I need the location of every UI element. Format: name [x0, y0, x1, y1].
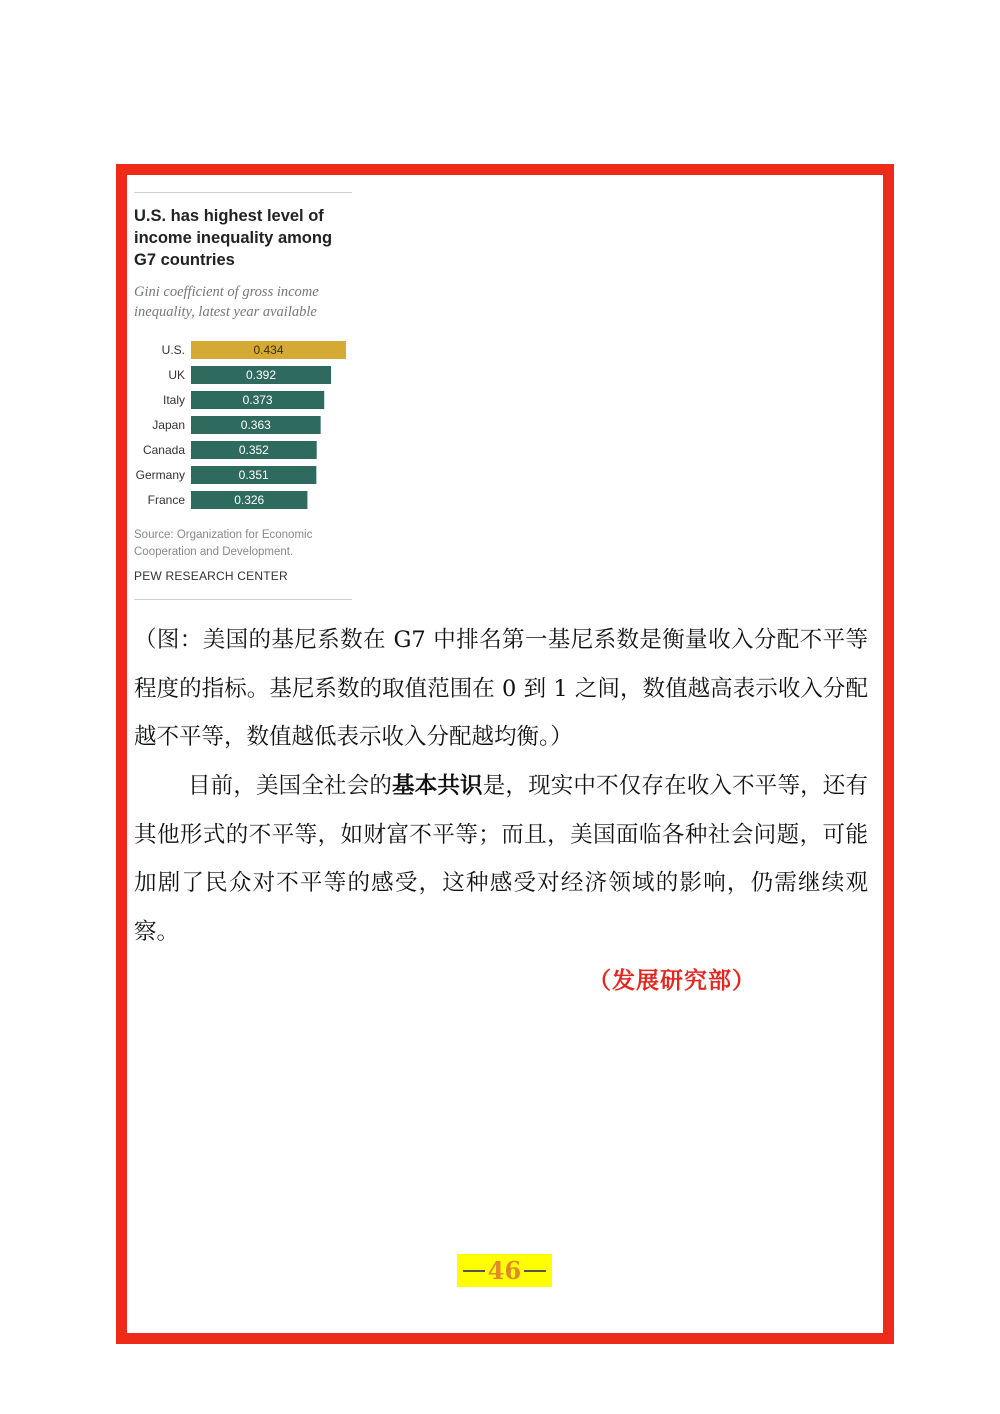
body-text-start: 目前，美国全社会的: [188, 773, 393, 799]
chart-subtitle: Gini coefficient of gross income inequality, latest year available: [134, 284, 319, 320]
category-label: U.S.: [161, 343, 185, 357]
bar-value-label: 0.363: [240, 418, 271, 432]
category-label: UK: [168, 368, 185, 382]
bar-value-label: 0.352: [238, 443, 269, 457]
chart-title: U.S. has highest level of income inequality among G7 countries: [134, 207, 333, 269]
body-paragraph: [134, 762, 868, 956]
department-signature: （发展研究部）: [588, 967, 756, 994]
category-label: Canada: [142, 443, 185, 457]
figure-caption: （图：美国的基尼系数在 G7 中排名第一基尼系数是衡量收入分配不平等程度的指标。基尼系数的取值范围在 0 到 1 之间，数值越高表示收入分配越不平等，数值越低表示收入分配越均衡。）: [134, 627, 868, 750]
page-number: 46: [487, 1256, 522, 1285]
bar-chart-svg: [134, 333, 356, 513]
bar-value-label: 0.434: [253, 343, 284, 357]
dash-right: [524, 1270, 546, 1272]
dash-left: [463, 1270, 485, 1272]
body-text-end: 是，现实中不仅存在收入不平等，还有其他形式的不平等，如财富不平等；而且，美国面临各种社会问题，可能加剧了民众对不平等的感受，这种感受对经济领域的影响，仍需继续观察。: [134, 773, 868, 945]
body-text-bold: 基本共识: [392, 773, 483, 799]
category-label: Germany: [135, 468, 185, 482]
bar-value-label: 0.392: [245, 368, 277, 382]
chart-brand: PEW RESEARCH CENTER: [134, 569, 288, 583]
bar-value-label: 0.373: [242, 393, 273, 407]
bar-value-label: 0.326: [234, 493, 265, 507]
category-label: Japan: [152, 418, 185, 432]
chart-source: Source: Organization for Economic Cooperation and Development.: [134, 529, 313, 558]
page-number-badge: [457, 1254, 552, 1287]
category-label: Italy: [162, 393, 185, 407]
category-label: France: [147, 493, 185, 507]
bar-value-label: 0.351: [238, 468, 269, 482]
gini-chart: [134, 192, 352, 600]
